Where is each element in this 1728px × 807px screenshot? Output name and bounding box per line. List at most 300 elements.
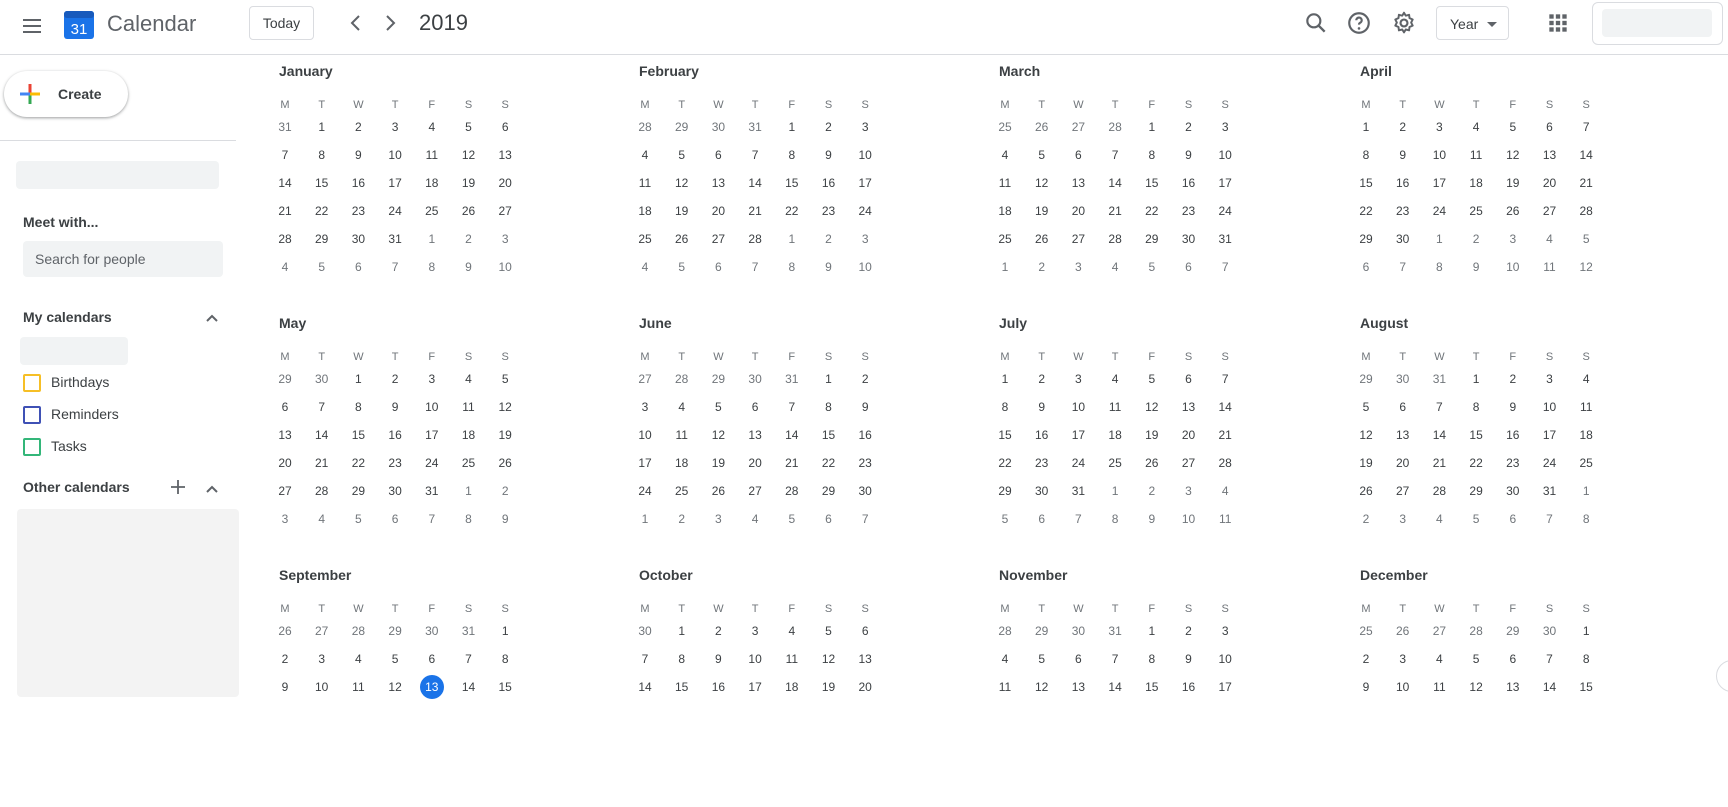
day-cell[interactable]: 2	[1148, 484, 1156, 498]
day-cell[interactable]: 24	[1071, 456, 1086, 470]
day-cell[interactable]: 1	[428, 232, 436, 246]
day-cell[interactable]: 4	[1001, 148, 1009, 162]
day-cell[interactable]: 3	[715, 512, 722, 526]
day-cell[interactable]: 16	[821, 176, 836, 190]
day-cell[interactable]: 19	[461, 176, 476, 190]
day-cell[interactable]: 7	[391, 260, 399, 274]
day-cell[interactable]: 12	[1579, 260, 1593, 274]
day-cell[interactable]: 7	[1111, 652, 1119, 666]
day-cell[interactable]: 4	[1001, 652, 1009, 666]
day-cell[interactable]: 5	[1509, 120, 1517, 134]
day-cell[interactable]: 22	[785, 204, 799, 218]
day-cell[interactable]: 27	[1396, 484, 1410, 498]
day-cell[interactable]: 29	[388, 624, 402, 638]
day-cell[interactable]: 9	[1148, 512, 1156, 526]
day-cell[interactable]: 1	[1582, 484, 1590, 498]
day-cell[interactable]: 8	[1582, 652, 1590, 666]
day-cell[interactable]: 15	[1145, 176, 1159, 190]
day-cell[interactable]: 18	[638, 204, 652, 218]
day-cell[interactable]: 8	[1001, 400, 1009, 414]
day-cell[interactable]: 2	[1362, 512, 1370, 526]
day-cell[interactable]: 20	[748, 456, 762, 470]
day-cell[interactable]: 6	[715, 148, 722, 162]
day-cell[interactable]: 9	[825, 260, 832, 274]
day-cell[interactable]: 28	[1108, 120, 1122, 134]
day-cell[interactable]: 1	[1362, 120, 1370, 134]
day-cell[interactable]: 3	[751, 624, 759, 638]
day-cell[interactable]: 29	[351, 484, 366, 498]
day-cell[interactable]: 1	[1472, 372, 1480, 386]
day-cell[interactable]: 10	[858, 148, 872, 162]
day-cell[interactable]: 31	[425, 484, 439, 498]
day-cell[interactable]: 11	[462, 400, 475, 414]
day-cell[interactable]: 1	[1111, 484, 1119, 498]
day-cell[interactable]: 27	[278, 484, 292, 498]
day-cell[interactable]: 6	[1075, 652, 1082, 666]
day-cell[interactable]: 16	[1181, 176, 1196, 190]
day-cell[interactable]: 9	[501, 512, 509, 526]
day-cell[interactable]: 12	[1359, 428, 1373, 442]
day-cell[interactable]: 5	[1472, 652, 1480, 666]
day-cell[interactable]: 13	[711, 176, 726, 190]
day-cell[interactable]: 4	[318, 512, 326, 526]
day-cell[interactable]: 10	[638, 428, 652, 442]
day-cell[interactable]: 3	[641, 400, 649, 414]
day-cell[interactable]: 13	[1071, 680, 1086, 694]
day-cell[interactable]: 3	[428, 372, 436, 386]
day-cell[interactable]: 12	[1145, 400, 1159, 414]
day-cell[interactable]: 21	[1108, 204, 1122, 218]
day-cell[interactable]: 25	[425, 204, 439, 218]
day-cell[interactable]: 20	[1542, 176, 1557, 190]
day-cell[interactable]: 22	[351, 456, 366, 470]
day-cell[interactable]: 1	[465, 484, 472, 498]
day-cell[interactable]: 10	[858, 260, 872, 274]
day-cell[interactable]: 6	[1546, 120, 1553, 134]
day-cell[interactable]: 2	[465, 232, 472, 246]
day-cell[interactable]: 10	[1432, 148, 1447, 162]
view-selector[interactable]	[1436, 6, 1509, 40]
search-icon[interactable]	[1303, 10, 1329, 36]
day-cell[interactable]: 25	[1359, 624, 1373, 638]
day-cell[interactable]: 2	[861, 372, 869, 386]
day-cell[interactable]: 26	[1359, 484, 1373, 498]
day-cell[interactable]: 7	[1221, 260, 1229, 274]
day-cell[interactable]: 13	[748, 428, 762, 442]
day-cell[interactable]: 22	[1469, 456, 1483, 470]
day-cell[interactable]: 28	[675, 372, 689, 386]
help-icon[interactable]	[1346, 10, 1372, 36]
day-cell[interactable]: 7	[861, 512, 869, 526]
day-cell[interactable]: 7	[751, 260, 759, 274]
day-cell[interactable]: 25	[675, 484, 689, 498]
day-cell[interactable]: 3	[318, 652, 326, 666]
day-cell[interactable]: 1	[788, 120, 796, 134]
day-cell[interactable]: 7	[1582, 120, 1590, 134]
day-cell[interactable]: 2	[1399, 120, 1407, 134]
day-cell[interactable]: 29	[1359, 232, 1373, 246]
account-button[interactable]	[1592, 2, 1723, 45]
day-cell[interactable]: 9	[1509, 400, 1517, 414]
chevron-up-icon[interactable]	[203, 310, 221, 328]
day-cell[interactable]: 2	[501, 484, 509, 498]
day-cell[interactable]: 4	[1436, 652, 1443, 666]
day-cell[interactable]: 8	[1148, 148, 1156, 162]
day-cell[interactable]: 8	[1436, 260, 1443, 274]
day-cell[interactable]: 29	[1035, 624, 1049, 638]
day-cell[interactable]: 12	[1469, 680, 1483, 694]
calendar-item-reminders[interactable]	[23, 403, 223, 427]
day-cell[interactable]: 4	[1472, 120, 1480, 134]
day-cell[interactable]: 20	[1181, 428, 1196, 442]
day-cell[interactable]: 13	[278, 428, 292, 442]
add-calendar-icon[interactable]	[169, 478, 187, 496]
day-cell[interactable]: 17	[638, 456, 652, 470]
day-cell[interactable]: 26	[1396, 624, 1410, 638]
day-cell[interactable]: 26	[675, 232, 689, 246]
day-cell[interactable]: 11	[1543, 260, 1556, 274]
day-cell[interactable]: 30	[315, 372, 329, 386]
day-cell[interactable]: 30	[638, 624, 652, 638]
day-cell[interactable]: 29	[821, 484, 836, 498]
day-cell[interactable]: 5	[1148, 260, 1156, 274]
create-button[interactable]	[4, 71, 128, 117]
day-cell[interactable]: 15	[315, 176, 329, 190]
day-cell[interactable]: 3	[391, 120, 399, 134]
day-cell[interactable]: 3	[1185, 484, 1192, 498]
day-cell[interactable]: 12	[675, 176, 689, 190]
day-cell[interactable]: 4	[355, 652, 362, 666]
day-cell[interactable]: 29	[1359, 372, 1373, 386]
day-cell[interactable]: 30	[1506, 484, 1520, 498]
day-cell[interactable]: 23	[1181, 204, 1196, 218]
day-cell[interactable]: 4	[1582, 372, 1590, 386]
day-cell[interactable]: 22	[821, 456, 836, 470]
day-cell[interactable]: 19	[1506, 176, 1520, 190]
day-cell[interactable]: 27	[498, 204, 512, 218]
day-cell[interactable]: 6	[1509, 652, 1517, 666]
day-cell[interactable]: 30	[748, 372, 762, 386]
day-cell[interactable]: 29	[675, 120, 689, 134]
day-cell[interactable]: 27	[1542, 204, 1557, 218]
day-cell[interactable]: 9	[465, 260, 472, 274]
month-name[interactable]: March	[999, 63, 1041, 79]
day-cell[interactable]: 6	[1185, 260, 1192, 274]
day-cell[interactable]: 13	[1542, 148, 1557, 162]
day-cell[interactable]: 5	[318, 260, 326, 274]
day-cell[interactable]: 25	[998, 232, 1012, 246]
month-name[interactable]: January	[279, 63, 333, 79]
day-cell[interactable]: 13	[1396, 428, 1410, 442]
day-cell[interactable]: 29	[1469, 484, 1483, 498]
day-cell[interactable]: 31	[278, 120, 292, 134]
day-cell[interactable]: 24	[425, 456, 439, 470]
day-cell[interactable]: 1	[318, 120, 326, 134]
day-cell[interactable]: 18	[1469, 176, 1483, 190]
day-cell[interactable]: 4	[465, 372, 472, 386]
month-name[interactable]: April	[1360, 63, 1392, 79]
day-cell[interactable]: 2	[715, 624, 722, 638]
day-cell[interactable]: 15	[498, 680, 512, 694]
day-cell[interactable]: 6	[715, 260, 722, 274]
day-cell[interactable]: 5	[1038, 652, 1046, 666]
day-cell[interactable]: 7	[751, 148, 759, 162]
day-cell[interactable]: 7	[1221, 372, 1229, 386]
day-cell[interactable]: 13	[498, 148, 512, 162]
day-cell[interactable]: 24	[1218, 204, 1232, 218]
day-cell[interactable]: 19	[1035, 204, 1049, 218]
day-cell[interactable]: 6	[1075, 148, 1082, 162]
day-cell[interactable]: 17	[425, 428, 439, 442]
day-cell[interactable]: 24	[1542, 456, 1557, 470]
day-cell[interactable]: 2	[1038, 260, 1046, 274]
day-cell[interactable]: 29	[315, 232, 329, 246]
day-cell[interactable]: 15	[675, 680, 689, 694]
day-cell[interactable]: 25	[638, 232, 652, 246]
day-cell[interactable]: 31	[1432, 372, 1447, 386]
day-cell[interactable]: 31	[1218, 232, 1232, 246]
day-cell[interactable]: 29	[278, 372, 292, 386]
previous-year-icon[interactable]	[344, 11, 368, 35]
day-cell[interactable]: 15	[1145, 680, 1159, 694]
day-cell[interactable]: 11	[998, 680, 1012, 694]
day-cell[interactable]: 17	[1071, 428, 1086, 442]
day-cell[interactable]: 21	[1432, 456, 1447, 470]
day-cell[interactable]: 16	[388, 428, 402, 442]
day-cell[interactable]: 15	[998, 428, 1012, 442]
day-cell[interactable]: 31	[461, 624, 476, 638]
day-cell[interactable]: 5	[1362, 400, 1370, 414]
day-cell[interactable]: 27	[1071, 120, 1086, 134]
day-cell[interactable]: 21	[315, 456, 329, 470]
day-cell[interactable]: 26	[1145, 456, 1159, 470]
day-cell[interactable]: 11	[425, 148, 439, 162]
day-cell[interactable]: 6	[751, 400, 759, 414]
month-name[interactable]: June	[639, 315, 672, 331]
day-cell[interactable]: 2	[391, 372, 399, 386]
day-cell[interactable]: 26	[1035, 232, 1049, 246]
day-cell[interactable]: 11	[1108, 400, 1122, 414]
day-cell[interactable]: 14	[638, 680, 652, 694]
day-cell[interactable]: 6	[1399, 400, 1407, 414]
day-cell[interactable]: 16	[711, 680, 726, 694]
day-cell[interactable]: 8	[1582, 512, 1590, 526]
day-cell[interactable]: 30	[425, 624, 439, 638]
checkbox-birthdays[interactable]	[23, 374, 41, 392]
day-cell[interactable]: 3	[1075, 260, 1082, 274]
day-cell[interactable]: 29	[1506, 624, 1520, 638]
day-cell[interactable]: 27	[1071, 232, 1086, 246]
day-cell[interactable]: 25	[1108, 456, 1122, 470]
day-cell[interactable]: 1	[1001, 372, 1009, 386]
day-cell[interactable]: 13	[1506, 680, 1520, 694]
day-cell[interactable]: 8	[1111, 512, 1119, 526]
day-cell[interactable]: 10	[1542, 400, 1557, 414]
day-cell[interactable]: 2	[1362, 652, 1370, 666]
day-cell[interactable]: 15	[1469, 428, 1483, 442]
day-cell[interactable]: 3	[1399, 512, 1407, 526]
day-cell[interactable]: 14	[1432, 428, 1447, 442]
day-cell[interactable]: 15	[785, 176, 799, 190]
day-cell[interactable]: 17	[1542, 428, 1557, 442]
day-cell[interactable]: 6	[391, 512, 399, 526]
day-cell[interactable]: 28	[351, 624, 366, 638]
day-cell[interactable]: 12	[498, 400, 512, 414]
day-cell[interactable]: 9	[1038, 400, 1046, 414]
day-cell[interactable]: 14	[278, 176, 292, 190]
day-cell[interactable]: 3	[1399, 652, 1407, 666]
day-cell[interactable]: 11	[1218, 512, 1232, 526]
month-name[interactable]: May	[279, 315, 307, 331]
day-cell[interactable]: 10	[1396, 680, 1410, 694]
day-cell[interactable]: 30	[1035, 484, 1049, 498]
day-cell[interactable]: 6	[1185, 372, 1192, 386]
day-cell[interactable]: 4	[641, 148, 649, 162]
day-cell[interactable]: 5	[355, 512, 362, 526]
day-cell[interactable]: 11	[998, 176, 1012, 190]
day-cell[interactable]: 14	[1218, 400, 1232, 414]
day-cell[interactable]: 22	[1145, 204, 1159, 218]
day-cell[interactable]: 4	[1111, 260, 1119, 274]
day-cell[interactable]: 28	[1579, 204, 1593, 218]
day-cell[interactable]: 9	[861, 400, 869, 414]
day-cell[interactable]: 11	[675, 428, 688, 442]
day-cell[interactable]: 23	[1506, 456, 1520, 470]
day-cell[interactable]: 13	[1181, 400, 1196, 414]
day-cell[interactable]: 11	[638, 176, 652, 190]
day-cell[interactable]: 7	[1546, 652, 1553, 666]
day-cell[interactable]: 14	[315, 428, 329, 442]
day-cell[interactable]: 11	[352, 680, 365, 694]
day-cell[interactable]: 25	[998, 120, 1012, 134]
day-cell[interactable]: 14	[1108, 176, 1122, 190]
day-cell[interactable]: 2	[1472, 232, 1480, 246]
day-cell[interactable]: 4	[788, 624, 796, 638]
day-cell[interactable]: 30	[351, 232, 366, 246]
my-calendars-heading[interactable]: My calendars	[23, 309, 112, 325]
month-name[interactable]: October	[639, 567, 693, 583]
day-cell[interactable]: 7	[1075, 512, 1082, 526]
day-cell[interactable]: 26	[1506, 204, 1520, 218]
today-day-cell[interactable]: 13	[418, 675, 446, 699]
day-cell[interactable]: 8	[788, 260, 796, 274]
day-cell[interactable]: 4	[1436, 512, 1443, 526]
day-cell[interactable]: 9	[825, 148, 832, 162]
day-cell[interactable]: 10	[1181, 512, 1196, 526]
day-cell[interactable]: 4	[751, 512, 759, 526]
day-cell[interactable]: 9	[281, 680, 289, 694]
day-cell[interactable]: 6	[428, 652, 436, 666]
month-name[interactable]: July	[999, 315, 1028, 331]
day-cell[interactable]: 24	[638, 484, 652, 498]
day-cell[interactable]: 26	[461, 204, 476, 218]
day-cell[interactable]: 14	[1579, 148, 1593, 162]
day-cell[interactable]: 26	[498, 456, 512, 470]
day-cell[interactable]: 16	[351, 176, 366, 190]
day-cell[interactable]: 10	[388, 148, 402, 162]
day-cell[interactable]: 2	[281, 652, 289, 666]
day-cell[interactable]: 28	[278, 232, 292, 246]
day-cell[interactable]: 24	[858, 204, 872, 218]
day-cell[interactable]: 28	[1469, 624, 1483, 638]
day-cell[interactable]: 30	[1071, 624, 1086, 638]
day-cell[interactable]: 21	[1218, 428, 1232, 442]
day-cell[interactable]: 2	[355, 120, 362, 134]
day-cell[interactable]: 10	[1506, 260, 1520, 274]
day-cell[interactable]: 29	[1145, 232, 1159, 246]
day-cell[interactable]: 9	[391, 400, 399, 414]
side-panel-toggle[interactable]	[1716, 660, 1728, 692]
day-cell[interactable]: 28	[785, 484, 799, 498]
day-cell[interactable]: 28	[1218, 456, 1232, 470]
day-cell[interactable]: 5	[1001, 512, 1009, 526]
day-cell[interactable]: 12	[821, 652, 836, 666]
day-cell[interactable]: 12	[1035, 680, 1049, 694]
day-cell[interactable]: 1	[825, 372, 832, 386]
day-cell[interactable]: 8	[1148, 652, 1156, 666]
day-cell[interactable]: 4	[641, 260, 649, 274]
day-cell[interactable]: 30	[388, 484, 402, 498]
day-cell[interactable]: 1	[1001, 260, 1009, 274]
main-menu-icon[interactable]	[20, 14, 44, 38]
day-cell[interactable]: 22	[1359, 204, 1373, 218]
day-cell[interactable]: 19	[1145, 428, 1159, 442]
day-cell[interactable]: 23	[351, 204, 366, 218]
day-cell[interactable]: 20	[1396, 456, 1410, 470]
day-cell[interactable]: 14	[1542, 680, 1557, 694]
day-cell[interactable]: 16	[1506, 428, 1520, 442]
day-cell[interactable]: 18	[1108, 428, 1122, 442]
day-cell[interactable]: 7	[318, 400, 326, 414]
day-cell[interactable]: 21	[785, 456, 799, 470]
day-cell[interactable]: 4	[1546, 232, 1553, 246]
day-cell[interactable]: 23	[1396, 204, 1410, 218]
day-cell[interactable]: 5	[501, 372, 509, 386]
day-cell[interactable]: 1	[501, 624, 509, 638]
day-cell[interactable]: 1	[641, 512, 649, 526]
day-cell[interactable]: 8	[428, 260, 436, 274]
day-cell[interactable]: 12	[388, 680, 402, 694]
day-cell[interactable]: 11	[1579, 400, 1593, 414]
day-cell[interactable]: 1	[788, 232, 796, 246]
day-cell[interactable]: 18	[425, 176, 439, 190]
day-cell[interactable]: 11	[1469, 148, 1483, 162]
day-cell[interactable]: 13	[858, 652, 872, 666]
day-cell[interactable]: 31	[1542, 484, 1557, 498]
day-cell[interactable]: 10	[498, 260, 512, 274]
day-cell[interactable]: 8	[678, 652, 686, 666]
day-cell[interactable]: 15	[1579, 680, 1593, 694]
day-cell[interactable]: 10	[1071, 400, 1086, 414]
day-cell[interactable]: 9	[355, 148, 362, 162]
day-cell[interactable]: 16	[858, 428, 872, 442]
day-cell[interactable]: 3	[1221, 624, 1229, 638]
day-cell[interactable]: 29	[998, 484, 1012, 498]
day-cell[interactable]: 19	[1359, 456, 1373, 470]
day-cell[interactable]: 19	[498, 428, 512, 442]
day-cell[interactable]: 7	[1111, 148, 1119, 162]
day-cell[interactable]: 8	[501, 652, 509, 666]
settings-gear-icon[interactable]	[1391, 10, 1417, 36]
month-name[interactable]: September	[279, 567, 352, 583]
day-cell[interactable]: 23	[388, 456, 402, 470]
day-cell[interactable]: 2	[825, 120, 832, 134]
day-cell[interactable]: 10	[1218, 652, 1232, 666]
day-cell[interactable]: 2	[1038, 372, 1046, 386]
day-cell[interactable]: 26	[1035, 120, 1049, 134]
day-cell[interactable]: 6	[355, 260, 362, 274]
day-cell[interactable]: 20	[858, 680, 872, 694]
